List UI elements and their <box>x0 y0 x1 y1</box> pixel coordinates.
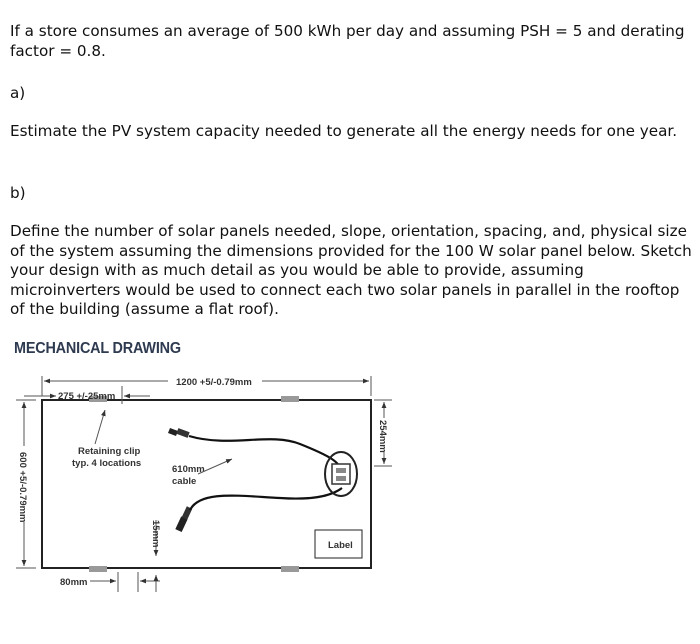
part-b-label: b) <box>10 184 26 202</box>
clip-label-line1: Retaining clip <box>78 446 141 457</box>
retaining-clip-bottom-left <box>89 566 107 572</box>
dim-width-label: 1200 +5/-0.79mm <box>176 377 252 388</box>
top-cable <box>189 436 342 472</box>
retaining-clip-bottom-right <box>281 566 299 572</box>
cable-label-line2: cable <box>172 476 197 487</box>
part-a-text: Estimate the PV system capacity needed to generate all the energy needs for one year. <box>10 122 678 140</box>
part-b-text: Define the number of solar panels needed, slope, orientation, spacing, and, physical size of the system assuming the dimensions provided for the 100 W solar panel below. Sketch your design with as much detail as you would be able to provide, assuming microinverters would be used to connect each two solar panels in parallel in the rooftop of the building (assume a flat roof). <box>10 222 692 318</box>
bottom-connector <box>175 506 192 532</box>
clip-label-line2: typ. 4 locations <box>72 458 142 469</box>
top-connector <box>168 428 190 438</box>
dim-depth-label: 254mm <box>377 420 388 453</box>
drawing-heading: MECHANICAL DRAWING <box>14 340 181 357</box>
mechanical-drawing <box>0 360 700 644</box>
part-a-label: a) <box>10 84 26 102</box>
dim-bottom-label: 80mm <box>60 577 88 588</box>
question-intro: If a store consumes an average of 500 kWh per day and assuming PSH = 5 and derating factor = 0.8. <box>10 22 685 60</box>
dim-connector-label: 15mm <box>150 520 161 548</box>
cable-label-line1: 610mm <box>172 464 205 475</box>
dim-clip-offset-label: 275 +/-25mm <box>58 391 116 402</box>
bottom-cable <box>190 488 342 510</box>
label-box-text: Label <box>328 540 353 551</box>
dim-height-label: 600 +5/-0.79mm <box>17 452 28 523</box>
retaining-clip-top-right <box>281 396 299 402</box>
